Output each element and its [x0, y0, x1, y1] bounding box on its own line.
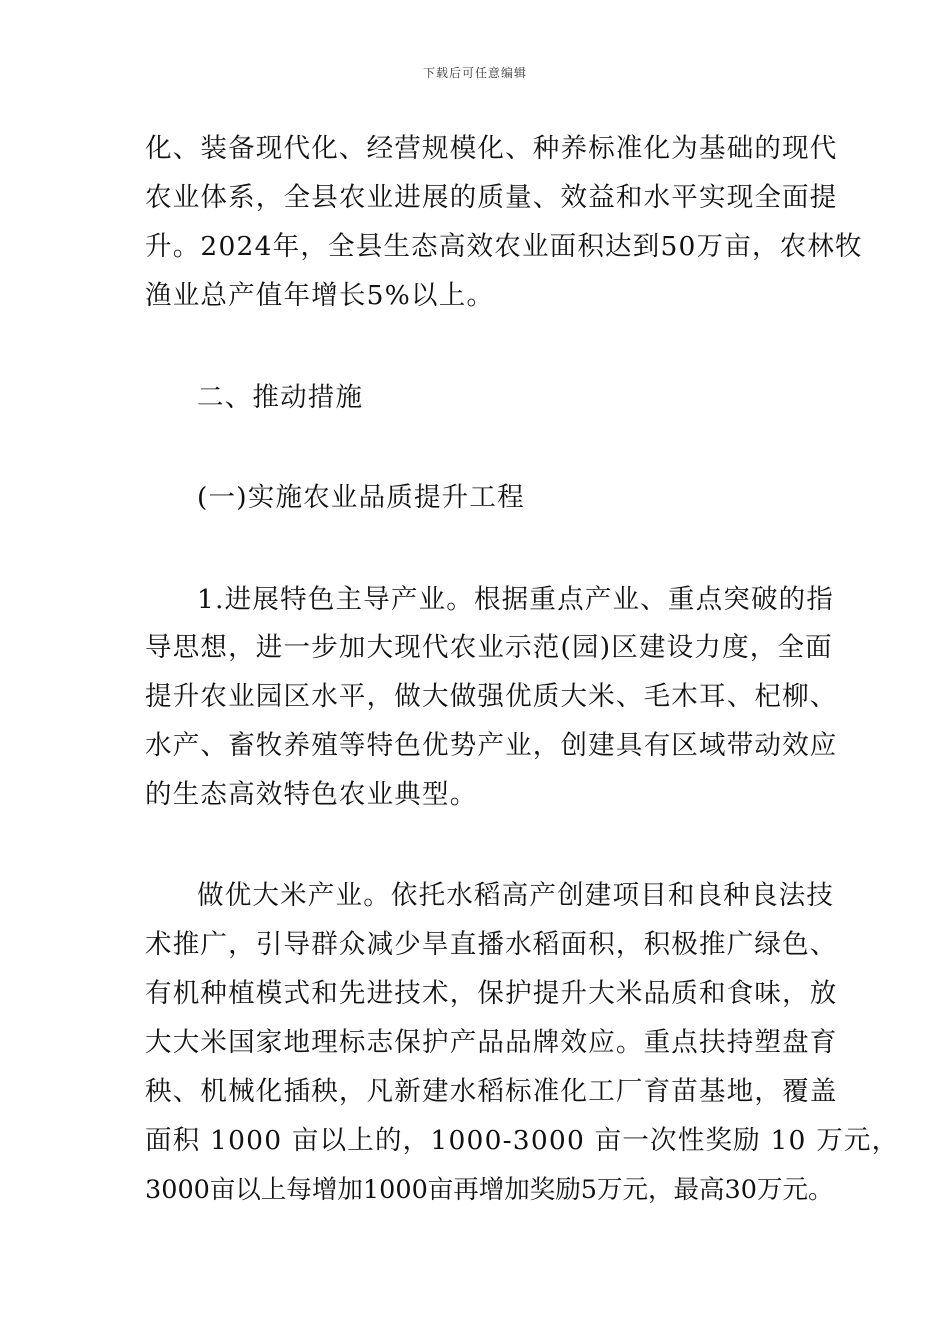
paragraph-line: 3000亩以上每增加1000亩再增加奖励5万元，最高30万元。 — [145, 1175, 834, 1205]
paragraph-line: 渔业总产值年增长5%以上。 — [145, 280, 495, 311]
page-header: 下载后可任意编辑 — [422, 66, 527, 80]
paragraph-line: 做优大米产业。依托水稻高产创建项目和良种良法技 — [197, 880, 835, 911]
paragraph-line: 术推广，引导群众减少旱直播水稻面积，积极推广绿色、 — [145, 929, 838, 960]
section-heading: 二、推动措施 — [197, 382, 364, 413]
paragraph-line: 导思想，进一步加大现代农业示范(园)区建设力度，全面 — [145, 632, 833, 663]
paragraph-line: 的生态高效特色农业典型。 — [145, 779, 478, 810]
paragraph-line: 提升农业园区水平，做大做强优质大米、毛木耳、杞柳、 — [145, 681, 838, 712]
paragraph-line: 农业体系，全县农业进展的质量、效益和水平实现全面提 — [145, 182, 838, 213]
paragraph-line: 水产、畜牧养殖等特色优势产业，创建具有区域带动效应 — [145, 730, 838, 761]
paragraph-line: 大大米国家地理标志保护产品品牌效应。重点扶持塑盘育 — [145, 1027, 838, 1058]
paragraph-line: 1.进展特色主导产业。根据重点产业、重点突破的指 — [197, 584, 835, 615]
paragraph-line: 有机种植模式和先进技术，保护提升大米品质和食味，放 — [145, 978, 838, 1009]
paragraph-line: 升。2024年，全县生态高效农业面积达到50万亩，农林牧 — [145, 231, 863, 262]
paragraph-line: 化、装备现代化、经营规模化、种养标准化为基础的现代 — [145, 133, 838, 164]
paragraph-line: 面积 1000 亩以上的，1000-3000 亩一次性奖励 10 万元， — [145, 1125, 900, 1156]
paragraph-line: 秧、机械化插秧，凡新建水稻标准化工厂育苗基地，覆盖 — [145, 1076, 838, 1107]
subsection-heading: (一)实施农业品质提升工程 — [197, 482, 525, 513]
